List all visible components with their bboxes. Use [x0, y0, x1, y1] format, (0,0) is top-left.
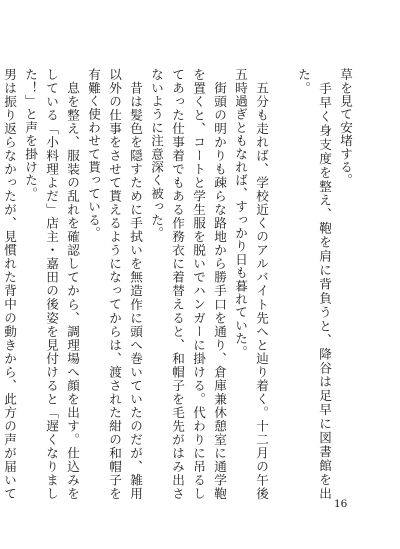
- paragraph: [146, 68, 230, 500]
- paragraph-text: 昔は髪色を隠すために手拭いを無造作に頭へ巻いていたのだが、雑用以外の仕事をさせて貰えるようになってからは、渡された紺の和帽子を有難く使わせて貰っている。: [86, 68, 143, 500]
- paragraph-text: 草を見て安堵する。: [338, 68, 353, 187]
- paragraph-text: 息を整え、服装の乱れを確認してから、調理場へ顔を出す。仕込みをしている「小料理よだ」店主・嘉田の後姿を見付けると「遅くなりました！」と声を掛けた。: [23, 68, 80, 500]
- paragraph-text: 男は振り返らなかったが、見慣れた背中の動きから、此方の声が届いて: [2, 68, 17, 500]
- paragraph: [83, 68, 146, 500]
- paragraph: [335, 68, 356, 500]
- page-number: 16: [334, 498, 348, 510]
- paragraph-text: 五分も走れば、学校近くのアルバイト先へと辿り着く。十二月の午後五時過ぎともなれば、すっかり日も暮れていた。: [233, 68, 269, 500]
- paragraph: [20, 68, 83, 500]
- paragraph: [0, 68, 20, 500]
- paragraph-text: 街頭の明かりも疎らな路地から勝手口を通り、倉庫兼休憩室に通学鞄を置くと、コートと学生服を脱いでハンガーに掛ける。代わりに吊るしてあった仕事着でもある作務衣に着替えると、和帽子を毛先がはみ出さないように注意深く被った。: [149, 68, 227, 500]
- paragraph-text: 手早く身支度を整え、鞄を肩に背負うと、降谷は足早に図書館を出た。: [296, 68, 332, 501]
- paragraph: [230, 68, 272, 500]
- vertical-text-body: [2, 68, 356, 501]
- paragraph: [293, 68, 335, 500]
